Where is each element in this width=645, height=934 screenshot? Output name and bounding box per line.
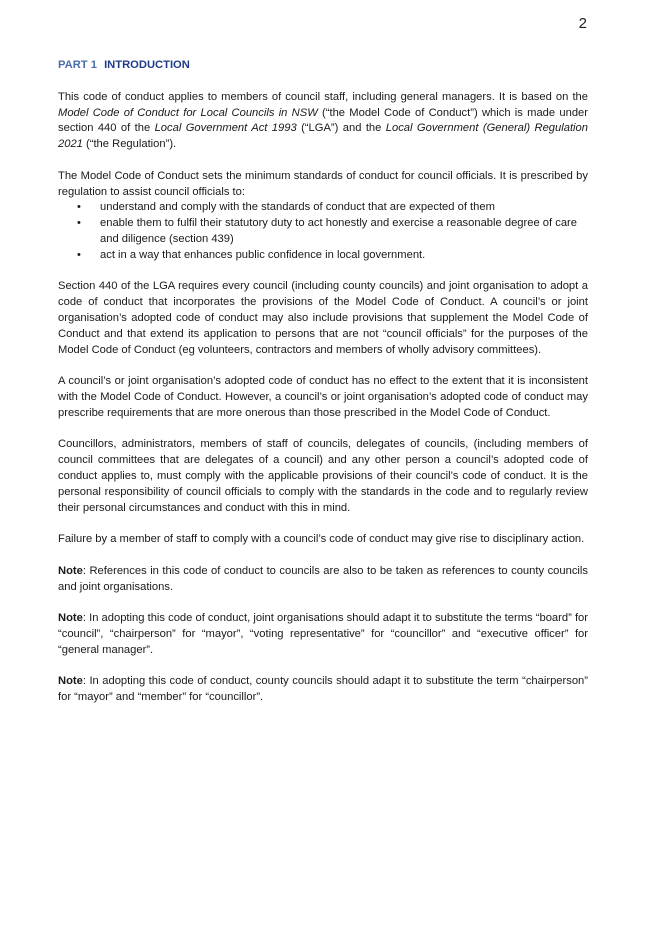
bullet-icon: • (77, 201, 81, 214)
purpose-list (58, 200, 588, 263)
section-heading (58, 58, 588, 74)
note-label: Note (58, 675, 83, 688)
section-440-paragraph: Section 440 of the LGA requires every council (including county councils) and joint organisation to adopt a code of conduct that incorporates the provisions of the Model Code of Conduct. A council’s or joint organisation’s adopted code of conduct may also include provisions that supplement the Model Code of Conduct and that extend its application to persons that are not “council officials” for the purposes of the Model Code of Conduct (eg volunteers, contractors and members of wholly advisory committees). (58, 280, 588, 356)
note-paragraph: Note: References in this code of conduct to councils are also to be taken as references to county councils and joint organisations. (58, 564, 588, 593)
note-label: Note (58, 564, 83, 577)
failure-paragraph: Failure by a member of staff to comply with a council’s code of conduct may give rise to disciplinary action. (58, 533, 585, 546)
part-label: PART 1 (58, 59, 97, 71)
bullet-icon: • (77, 217, 81, 230)
list-item: • enable them to fulfil their statutory duty to act honestly and exercise a reasonable degree of care and diligence (section 439) (77, 217, 577, 245)
inconsistency-paragraph: A council’s or joint organisation’s adopted code of conduct has no effect to the extent that it is inconsistent with the Model Code of Conduct. However, a council’s or joint organisation’s adopted code of conduct may prescribe requirements that are more onerous than those prescribed in the Model Code of Conduct. (58, 375, 588, 419)
list-item: • act in a way that enhances public confidence in local government. (58, 248, 588, 264)
compliance-paragraph: Councillors, administrators, members of staff of councils, delegates of councils, (including members of council committees that are delegates of a council) and any other person a council’s adopted code of conduct applies to, must comply with the applicable provisions of their council’s code of conduct. It is the personal responsibility of council officials to comply with the standards in the code and to regularly review their personal circumstances and conduct with this in mind. (58, 438, 588, 514)
section-title: INTRODUCTION (104, 59, 190, 71)
model-code-title: Model Code of Conduct for Local Councils in NSW (58, 106, 318, 119)
standards-paragraph: The Model Code of Conduct sets the minimum standards of conduct for council officials. It is prescribed by regulation to assist council officials to: (58, 169, 588, 198)
note-paragraph: Note: In adopting this code of conduct, county councils should adapt it to substitute the term “chairperson” for “mayor” and “member” for “councillor”. (58, 675, 588, 704)
note-paragraph: Note: In adopting this code of conduct, joint organisations should adapt it to substitute the terms “board” for “council”, “chairperson” for “mayor”, “voting representative” for “councillor” and “executive officer” for “general manager”. (58, 612, 588, 656)
note-label: Note (58, 612, 83, 625)
regulation-title: Local Government (General) Regulation 2021 (58, 122, 588, 151)
list-item: • understand and comply with the standards of conduct that are expected of them (58, 200, 588, 216)
lga-title: Local Government Act 1993 (154, 122, 297, 135)
intro-paragraph: This code of conduct applies to members of council staff, including general managers. It is based on the Model Code of Conduct for Local Councils in NSW (“the Model Code of Conduct”) which is made under section 440 of the Local Government Act 1993 (“LGA”) and the Local Government (General) Regulation 2021 (“the Regulation”). (58, 90, 588, 151)
page-number: 2 (578, 15, 587, 32)
bullet-icon: • (77, 248, 81, 261)
document-body (58, 58, 588, 722)
